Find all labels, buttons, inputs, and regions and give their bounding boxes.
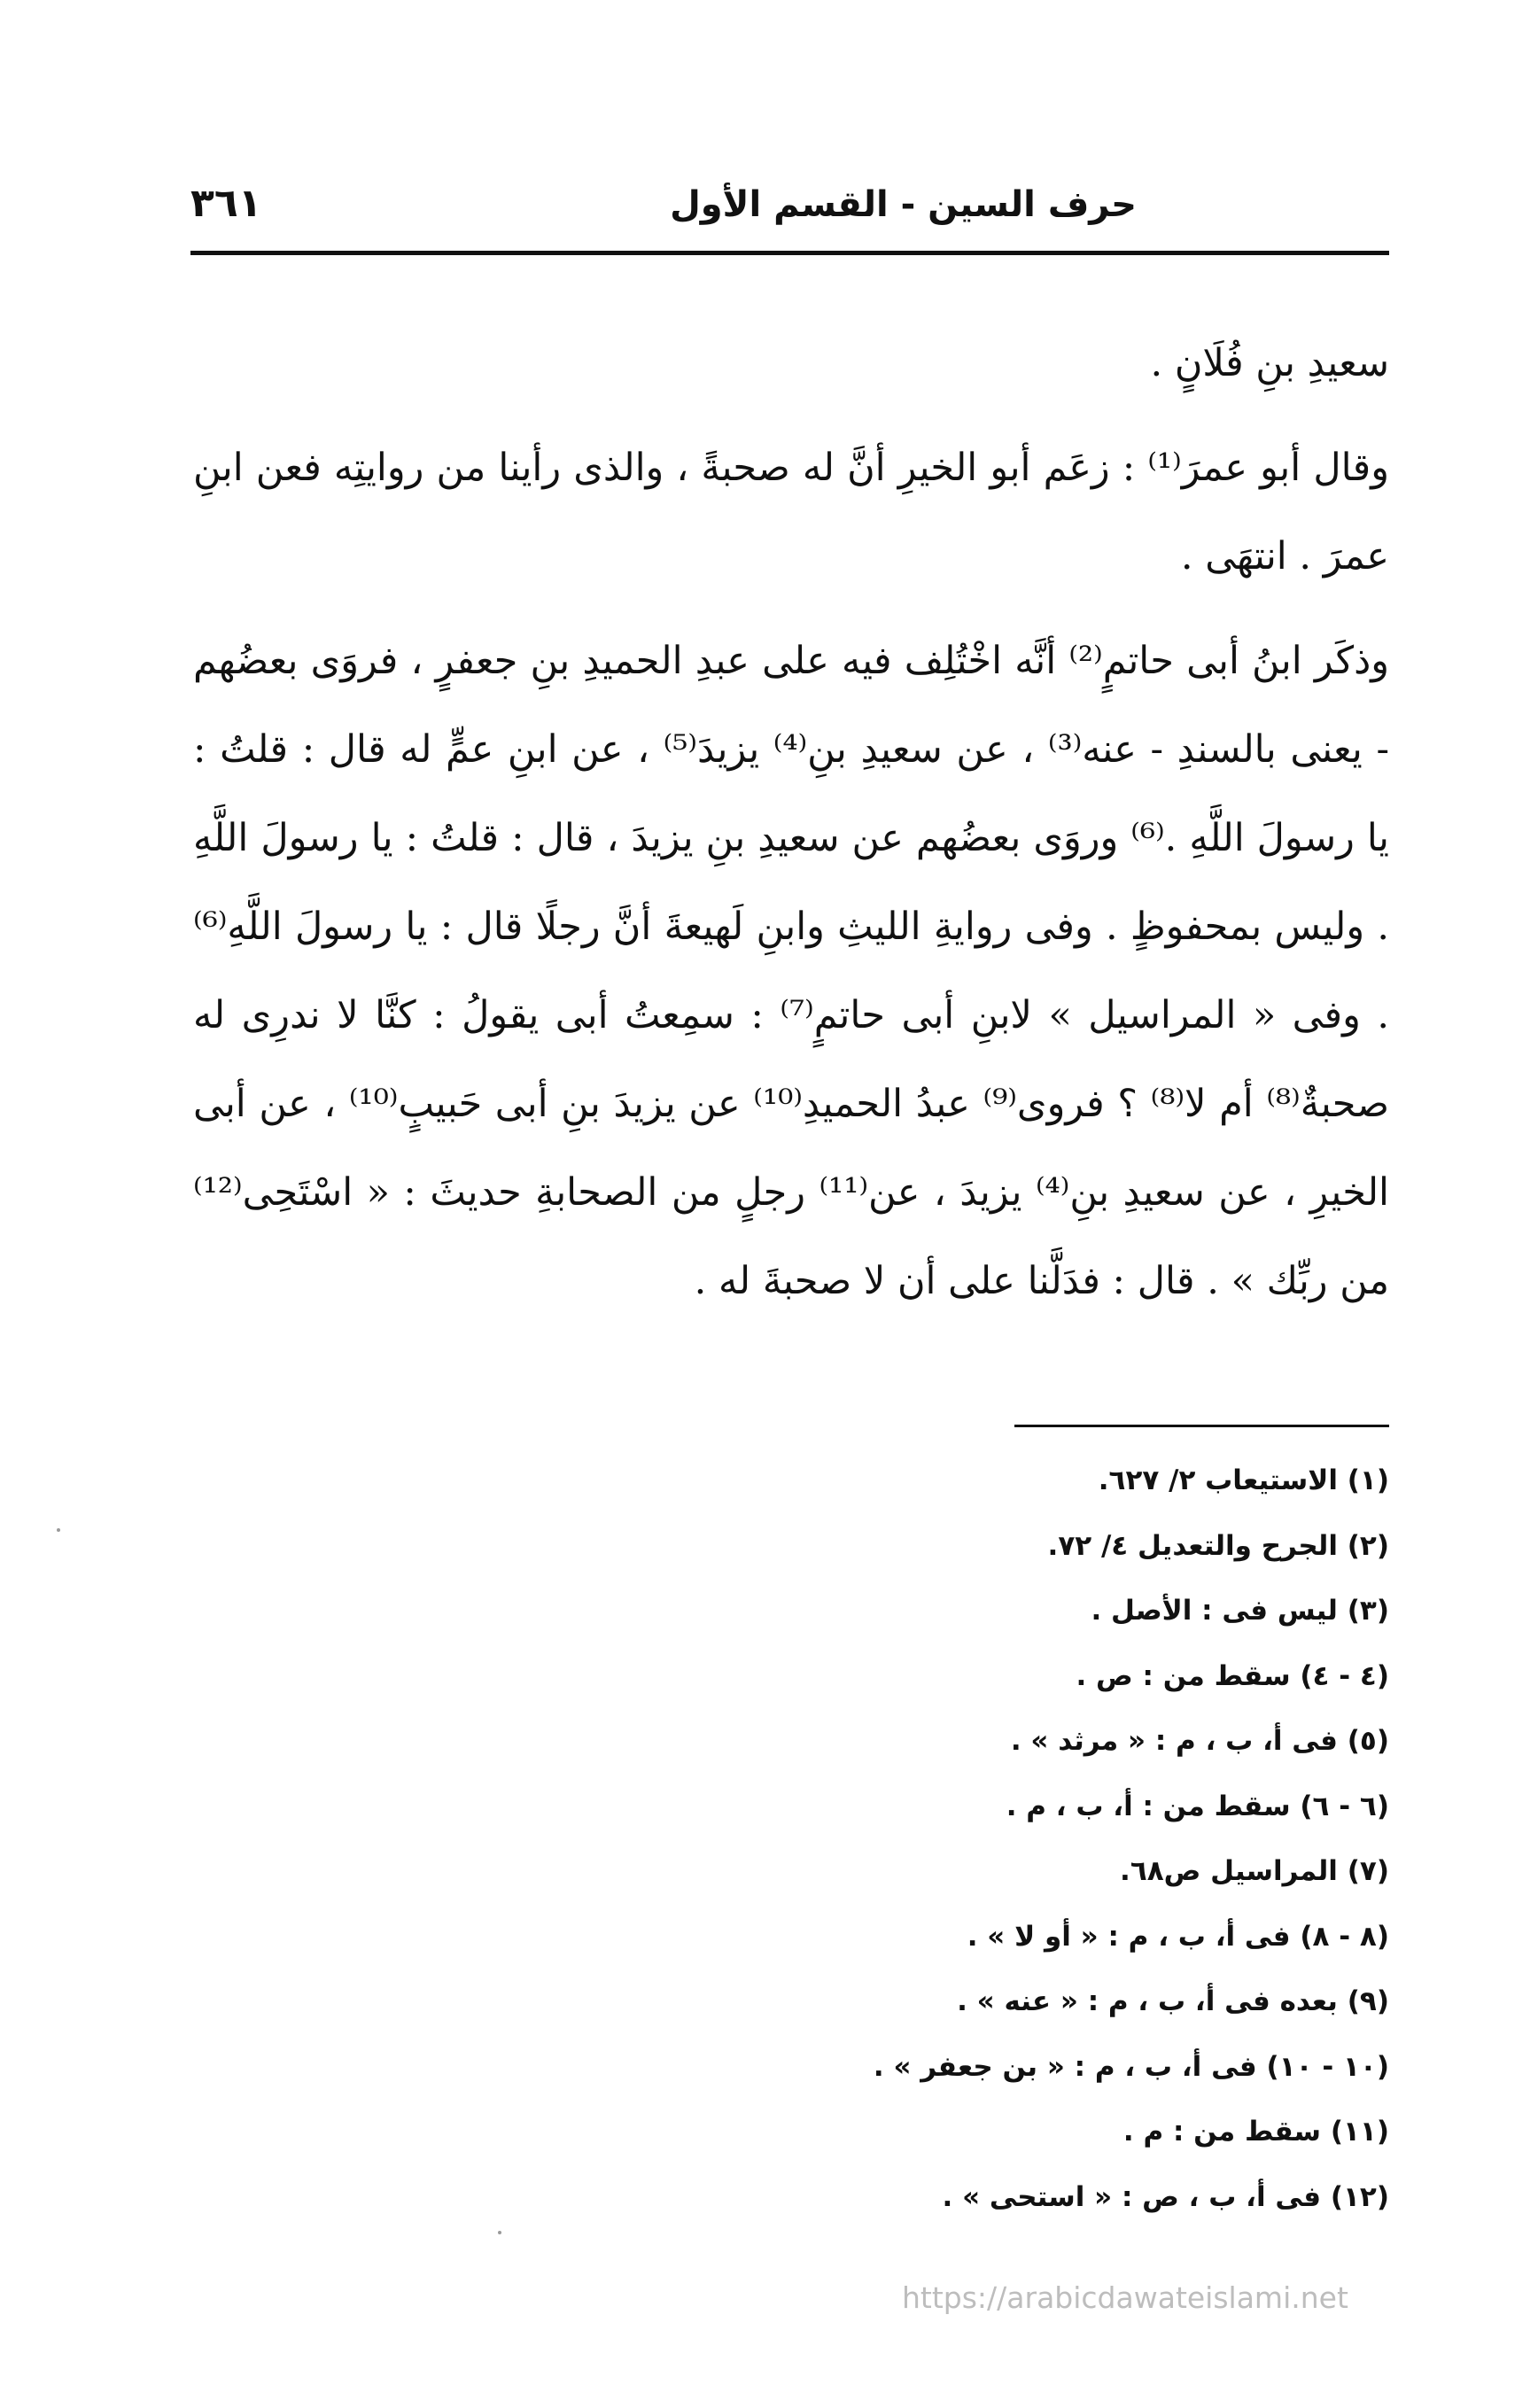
- watermark-url: https://arabicdawateislami.net: [902, 2280, 1348, 2315]
- footnote-12: (١٢) فى أ، ب ، ص : « استحى » .: [942, 2180, 1389, 2213]
- footnote-9: (٩) بعده فى أ، ب ، م : « عنه » .: [957, 1985, 1389, 2017]
- page-number: ٣٦١: [190, 181, 262, 226]
- footnote-7: (٧) المراسيل ص٦٨.: [1120, 1855, 1389, 1887]
- footnote-10: (١٠ - ١٠) فى أ، ب ، م : « بن جعفر » .: [873, 2050, 1389, 2083]
- footnote-5: (٥) فى أ، ب ، م : « مرثد » .: [1010, 1725, 1389, 1757]
- main-text: [193, 319, 1389, 1325]
- footnote-separator: [1014, 1425, 1389, 1427]
- paragraph-1: سعيدِ بنِ فُلَانٍ .: [1150, 341, 1389, 385]
- paragraph-2: وقال أبو عمرَ⁽¹⁾ : زعَم أبو الخيرِ أنَّ له صحبةً ، والذى رأينا من روايتِه فعن ابنِ عمرَ . انتهَى .: [193, 446, 1389, 579]
- scan-speck: [498, 2231, 501, 2234]
- paragraph-3: وذكَر ابنُ أبى حاتمٍ⁽²⁾ أنَّه اخْتُلِف فيه على عبدِ الحميدِ بنِ جعفرٍ ، فروَى بعضُهم - يعنى بالسندِ - عنه⁽³⁾ ، عن سعيدِ بنِ⁽⁴⁾ يزيدَ⁽⁵⁾ ، عن ابنِ عمٍّ له قال : قلتُ : يا رسولَ اللَّهِ .⁽⁶⁾ وروَى بعضُهم عن سعيدِ بنِ يزيدَ ، قال : قلتُ : يا رسولَ اللَّهِ . وليس بمحفوظٍ . وفى روايةِ الليثِ وابنِ لَهيعةَ أنَّ رجلًا قال : يا رسولَ اللَّهِ⁽⁶⁾ . وفى « المراسيل » لابنِ أبى حاتمٍ⁽⁷⁾ : سمِعتُ أبى يقولُ : كنَّا لا ندرِى له صحبةٌ⁽⁸⁾ أم لا⁽⁸⁾ ؟ فروى⁽⁹⁾ عبدُ الحميدِ⁽¹⁰⁾ عن يزيدَ بنِ أبى حَبيبٍ⁽¹⁰⁾ ، عن أبى الخيرِ ، عن سعيدِ بنِ⁽⁴⁾ يزيدَ ، عن⁽¹¹⁾ رجلٍ من الصحابةِ حديثَ : « اسْتَحِى⁽¹²⁾ من ربِّك » . قال : فدَلَّنا على أن لا صحبةَ له .: [193, 639, 1390, 1303]
- footnote-6: (٦ - ٦) سقط من : أ، ب ، م .: [1006, 1790, 1389, 1822]
- footnote-3: (٣) ليس فى : الأصل .: [1091, 1595, 1389, 1627]
- footnote-4: (٤ - ٤) سقط من : ص .: [1076, 1659, 1389, 1692]
- footnotes: [193, 1449, 1389, 2230]
- footnote-2: (٢) الجرح والتعديل ٤/ ٧٢.: [1047, 1529, 1389, 1562]
- page-header: [190, 175, 1389, 237]
- header-rule: [190, 251, 1389, 255]
- footnote-1: (١) الاستيعاب ٢/ ٦٢٧.: [1098, 1464, 1389, 1496]
- footnote-8: (٨ - ٨) فى أ، ب ، م : « أو لا » .: [967, 1920, 1389, 1953]
- running-title: حرف السين - القسم الأول: [670, 184, 1137, 225]
- scan-speck: [57, 1528, 60, 1532]
- footnote-11: (١١) سقط من : م .: [1122, 2116, 1389, 2148]
